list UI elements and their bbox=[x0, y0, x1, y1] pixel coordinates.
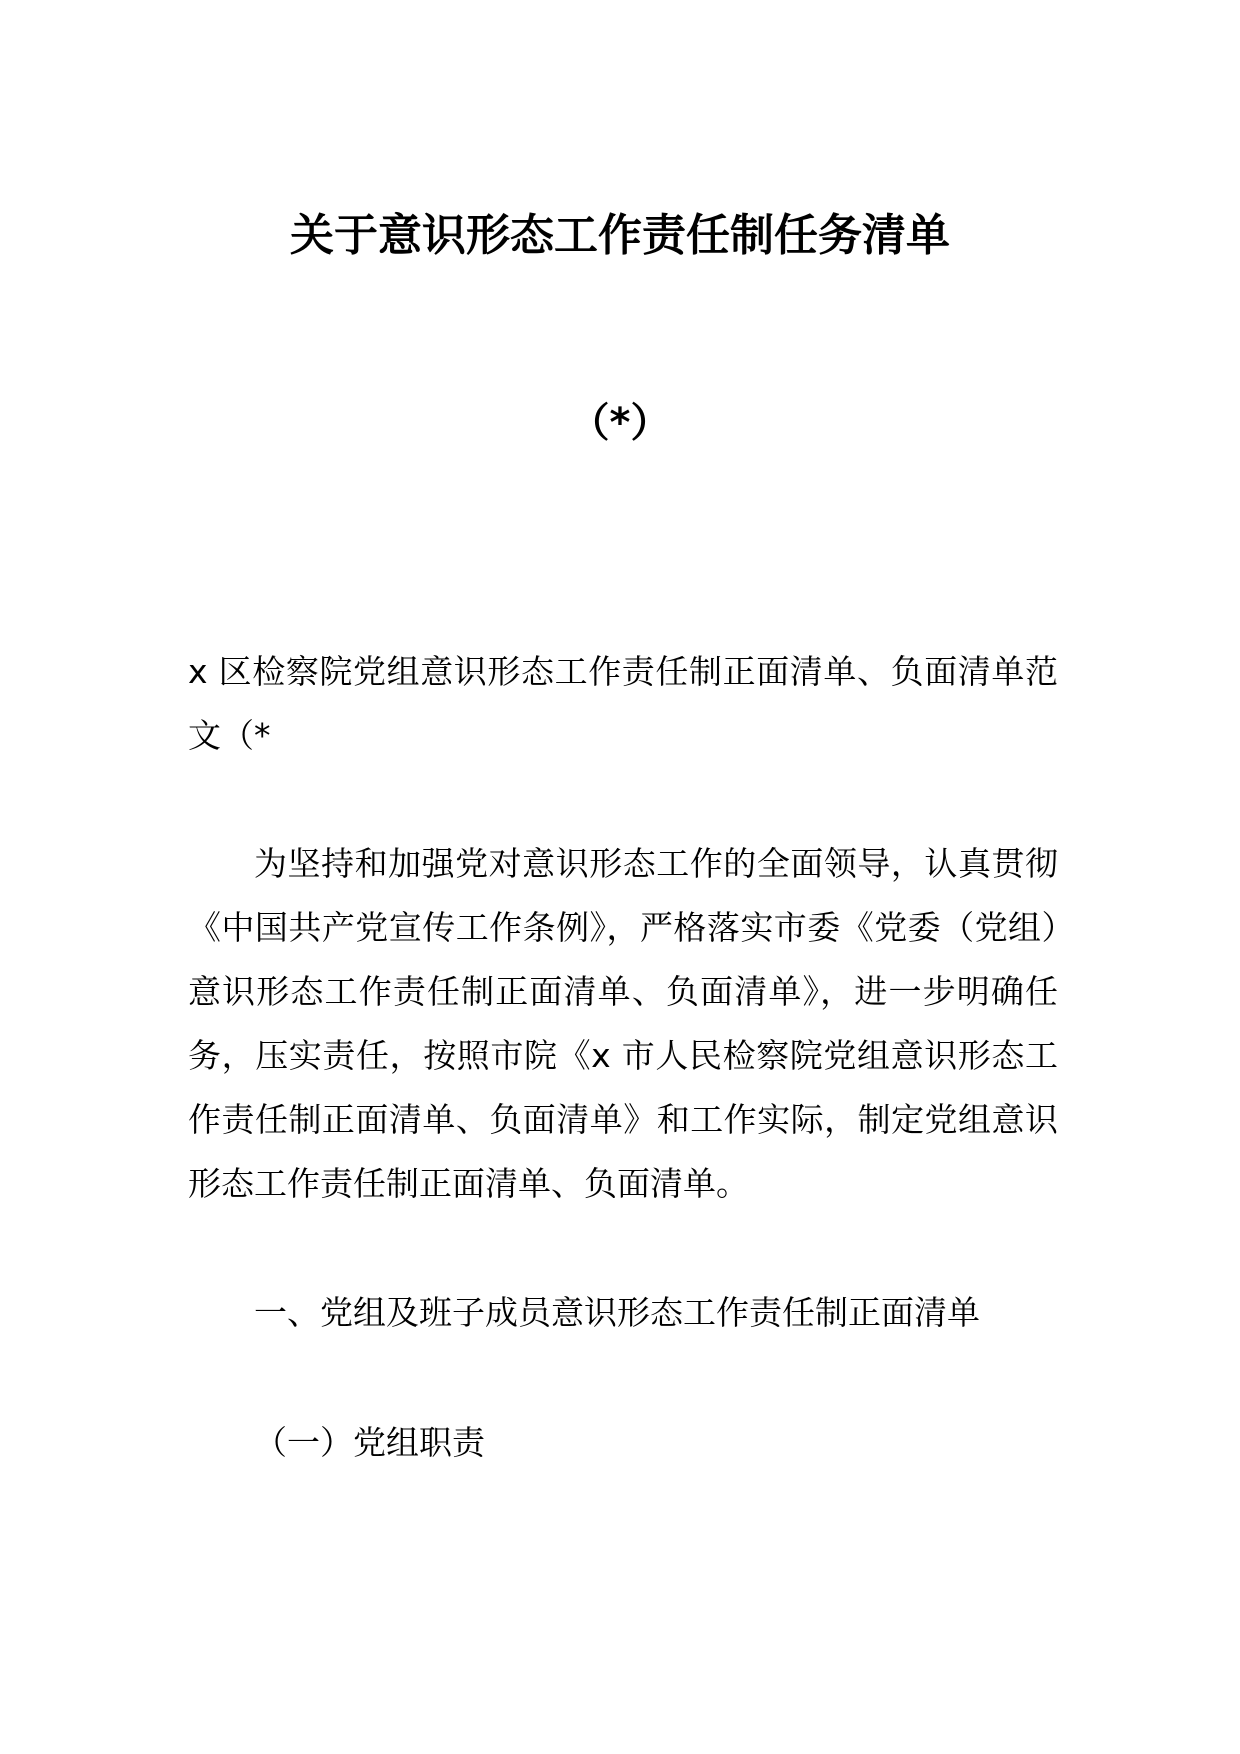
document-title: 关于意识形态工作责任制任务清单 bbox=[290, 210, 950, 261]
subsection-heading: （一）党组职责 bbox=[254, 1423, 485, 1462]
document-subtitle: （*） bbox=[569, 400, 671, 446]
intro-paragraph: 为坚持和加强党对意识形态工作的全面领导，认真贯彻《中国共产党宣传工作条例》，严格落实市委《党委（党组）意识形态工作责任制正面清单、负面清单》，进一步明确任务，压实责任，按照市院《x 市人民检察院党组意识形态工作责任制正面清单、负面清单》和工作实际，制定党组意识形态工作责任制正面清单、负面清单。 bbox=[188, 844, 1058, 1203]
section-heading: 一、党组及班子成员意识形态工作责任制正面清单 bbox=[254, 1293, 980, 1332]
intro-heading: x 区检察院党组意识形态工作责任制正面清单、负面清单范文（* bbox=[188, 652, 1058, 755]
